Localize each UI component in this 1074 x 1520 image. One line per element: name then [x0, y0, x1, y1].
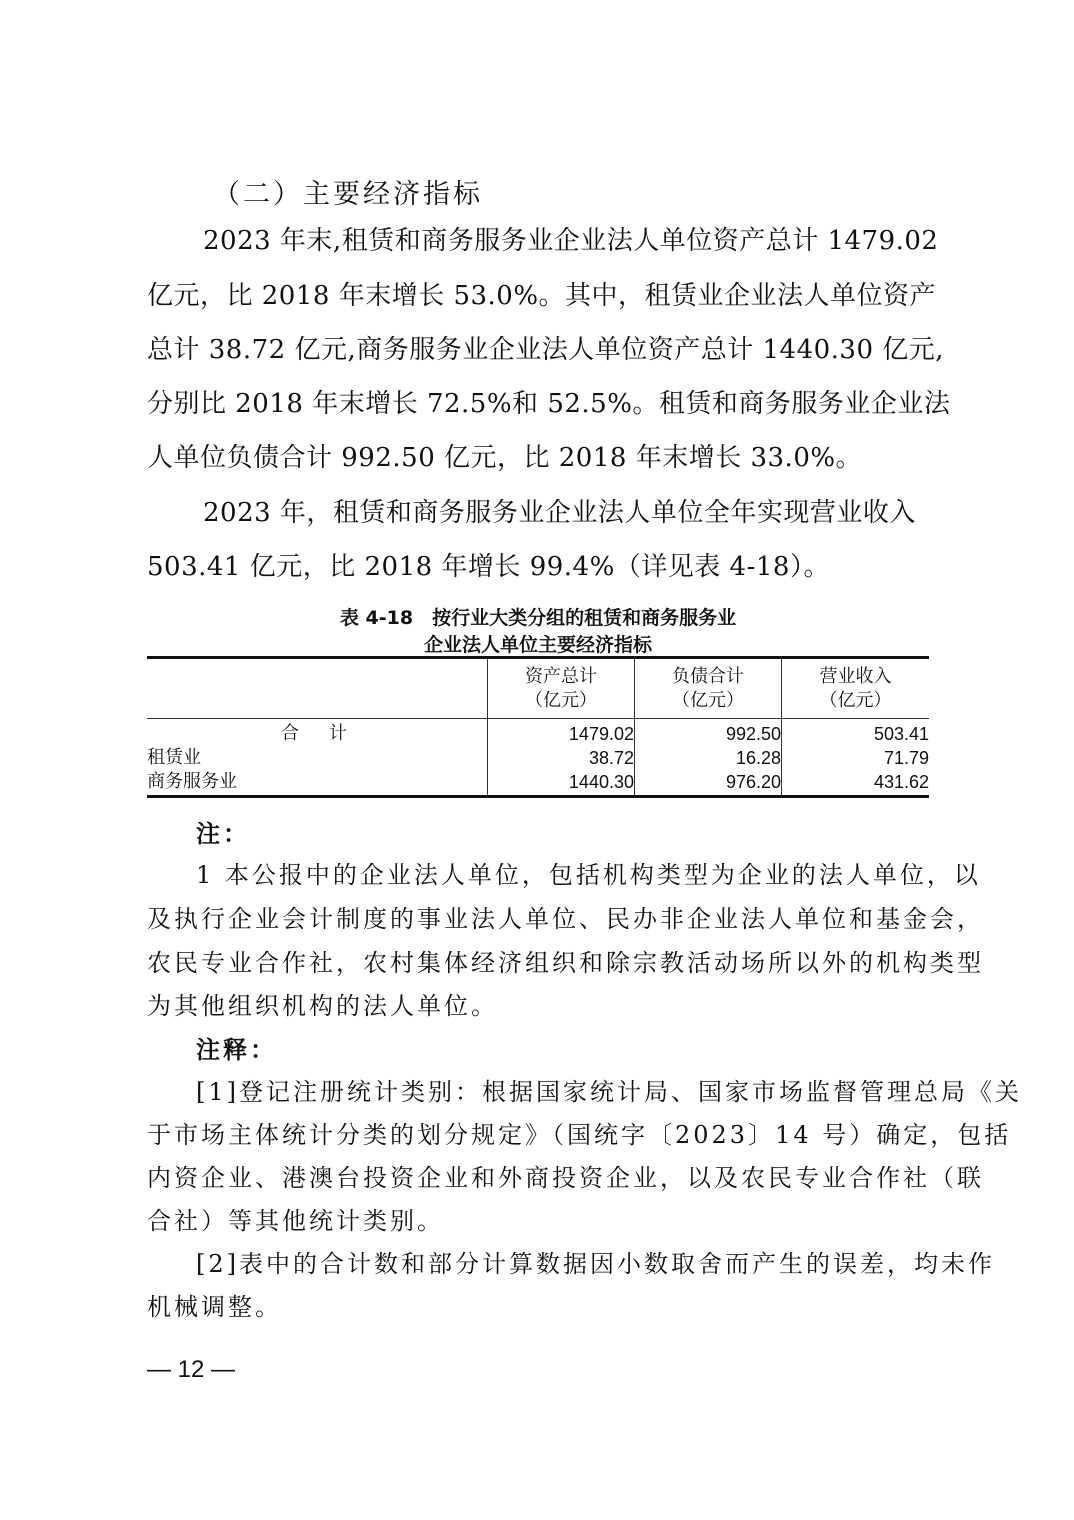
paragraph-line: 2023 年末,租赁和商务服务业企业法人单位资产总计 1479.02 [203, 226, 939, 256]
annotations-title: 注释： [196, 1035, 277, 1064]
column-header-unit: （亿元） [672, 690, 744, 711]
annotation-line: [1]登记注册统计类别：根据国家统计局、国家市场监督管理总局《关 [196, 1078, 1022, 1106]
table-bottom-rule [147, 795, 929, 798]
cell-assets: 38.72 [588, 748, 634, 768]
annotation-line: 机械调整。 [147, 1293, 282, 1321]
cell-revenue: 431.62 [873, 772, 929, 792]
column-header-name: 营业收入 [819, 666, 892, 687]
table-top-rule [147, 656, 929, 659]
page-number: — 12 — [147, 1356, 236, 1383]
row-label-total: 合 计 [281, 723, 353, 744]
table-caption-line1: 表 4-18 按行业大类分组的租赁和商务服务业 [339, 607, 737, 629]
column-header-revenue [782, 665, 929, 713]
notes-title: 注： [196, 819, 250, 848]
column-header-unit: （亿元） [525, 690, 597, 711]
column-header-liabilities [635, 665, 781, 713]
note-line: 农民专业合作社，农村集体经济组织和除宗教活动场所以外的机构类型 [147, 949, 984, 977]
section-heading: （二）主要经济指标 [213, 179, 483, 210]
annotation-line: 内资企业、港澳台投资企业和外商投资企业，以及农民专业合作社（联 [147, 1164, 984, 1192]
paragraph-line: 503.41 亿元，比 2018 年增长 99.4%（详见表 4-18）。 [147, 552, 830, 582]
cell-assets: 1440.30 [568, 772, 634, 792]
column-header-name: 负债合计 [672, 666, 744, 687]
row-label: 商务服务业 [147, 771, 237, 792]
table-header-rule [147, 718, 929, 719]
column-header-assets [488, 665, 634, 713]
note-line: 为其他组织机构的法人单位。 [147, 992, 498, 1020]
cell-liabilities: 16.28 [735, 748, 781, 768]
cell-revenue: 71.79 [883, 748, 929, 768]
annotation-line: [2]表中的合计数和部分计算数据因小数取舍而产生的误差，均未作 [196, 1250, 995, 1278]
row-label: 租赁业 [147, 747, 201, 768]
cell-liabilities: 976.20 [725, 772, 781, 792]
paragraph-line: 亿元，比 2018 年末增长 53.0%。其中，租赁业企业法人单位资产 [147, 281, 937, 311]
cell-liabilities: 992.50 [725, 724, 781, 744]
cell-revenue: 503.41 [873, 724, 929, 744]
table-caption-line2: 企业法人单位主要经济指标 [423, 634, 652, 656]
annotation-line: 于市场主体统计分类的划分规定》（国统字〔2023〕14 号）确定，包括 [147, 1121, 1012, 1149]
annotation-line: 合社）等其他统计类别。 [147, 1207, 444, 1235]
note-line: 1 本公报中的企业法人单位，包括机构类型为企业的法人单位，以 [196, 861, 981, 889]
paragraph-line: 2023 年，租赁和商务服务业企业法人单位全年实现营业收入 [203, 498, 916, 528]
column-header-name: 资产总计 [525, 666, 597, 687]
note-line: 及执行企业会计制度的事业法人单位、民办非企业法人单位和基金会， [147, 905, 984, 933]
cell-assets: 1479.02 [568, 724, 634, 744]
paragraph-line: 人单位负债合计 992.50 亿元，比 2018 年末增长 33.0%。 [147, 443, 863, 473]
paragraph-line: 总计 38.72 亿元,商务服务业企业法人单位资产总计 1440.30 亿元, [147, 335, 945, 365]
column-header-unit: （亿元） [819, 690, 892, 711]
paragraph-line: 分别比 2018 年末增长 72.5%和 52.5%。租赁和商务服务业企业法 [147, 389, 951, 419]
